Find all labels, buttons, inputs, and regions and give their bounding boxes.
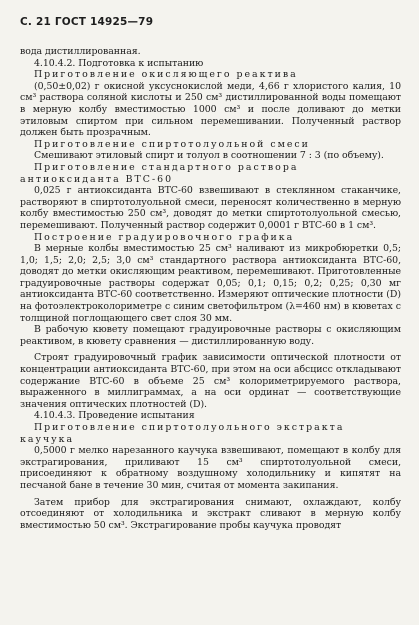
- paragraph: Построение градуировочного графика: [34, 231, 295, 243]
- paragraph: Строят градуировочный график зависимости оптической плотности от концентрации антиоксиданта ВТС-60, при этом на оси абсцисс откладывают содержание ВТС-60 в объеме 25 см³ колориметрируемого раствора, выраженного в миллиграммах, а на оси ординат — соответствующие значения оптических плотностей (D).: [20, 352, 401, 410]
- paragraph: Смешивают этиловый спирт и толуол в соотношении 7 : 3 (по объему).: [34, 150, 384, 162]
- document-body: [20, 46, 401, 531]
- paragraph: В мерные колбы вместимостью 25 см³ наливают из микробюретки 0,5; 1,0; 1,5; 2,0; 2,5; 3,0 см³ стандартного раствора антиоксиданта ВТС-60, доводят до метки окисляющим реактивом, перемешивают. Приготовленные градуировочные растворы содержат 0,05; 0,1; 0,15; 0,2; 0,25; 0,30 мг антиоксиданта ВТС-60 соответственно. Измеряют оптические плотности (D) на фотоэлектроколориметре с синим светофильтром (λ=460 нм) в кюветах с толщиной поглощающего свет слоя 30 мм.: [20, 243, 401, 324]
- page-header: С. 21 ГОСТ 14925—79: [20, 16, 154, 28]
- paragraph: Приготовление спиртотолуольной смеси: [34, 138, 310, 150]
- paragraph: 0,5000 г мелко нарезанного каучука взвешивают, помещают в колбу для экстрагирования, приливают 15 см³ спиртотолуольной смеси, присоединяют к обратному воздушному холодильнику и кипятят на песчаной бане в течение 30 мин, считая от момента закипания.: [20, 445, 401, 491]
- paragraph: 0,025 г антиоксиданта ВТС-60 взвешивают в стеклянном стаканчике, растворяют в спиртотолуольной смеси, переносят количественно в мерную колбу вместимостью 250 см³, доводят до метки спиртотолуольной смесью, перемешивают. Полученный раствор содержит 0,0001 г ВТС-60 в 1 см³.: [20, 185, 401, 231]
- paragraph: (0,50±0,02) г окисной уксуснокислой меди, 4,66 г хлористого калия, 10 см³ раствора соляной кислоты и 250 см³ дистиллированной воды помещают в мерную колбу вместимостью 1000 см³ и после доливают до метки этиловым спиртом при сильном перемешивании. Полученный раствор должен быть прозрачным.: [20, 80, 401, 139]
- paragraph: Приготовление окисляющего реактива: [34, 69, 298, 81]
- paragraph: Приготовление спиртотолуольного экстракта каучука: [20, 422, 345, 445]
- paragraph: Приготовление стандартного раствора антиоксиданта ВТС-60: [20, 161, 299, 185]
- paragraph: 4.10.4.2. Подготовка к испытанию: [34, 57, 204, 69]
- paragraph: В рабочую кювету помещают градуировочные растворы с окисляющим реактивом, в кювету сравнения — дистиллированную воду.: [20, 324, 401, 347]
- paragraph: Затем прибор для экстрагирования снимают, охлаждают, колбу отсоединяют от холодильника и экстракт сливают в мерную колбу вместимостью 50 см³. Экстрагирование пробы каучука проводят: [20, 496, 401, 531]
- paragraph: вода дистиллированная.: [20, 46, 141, 57]
- paragraph: 4.10.4.3. Проведение испытания: [34, 410, 195, 422]
